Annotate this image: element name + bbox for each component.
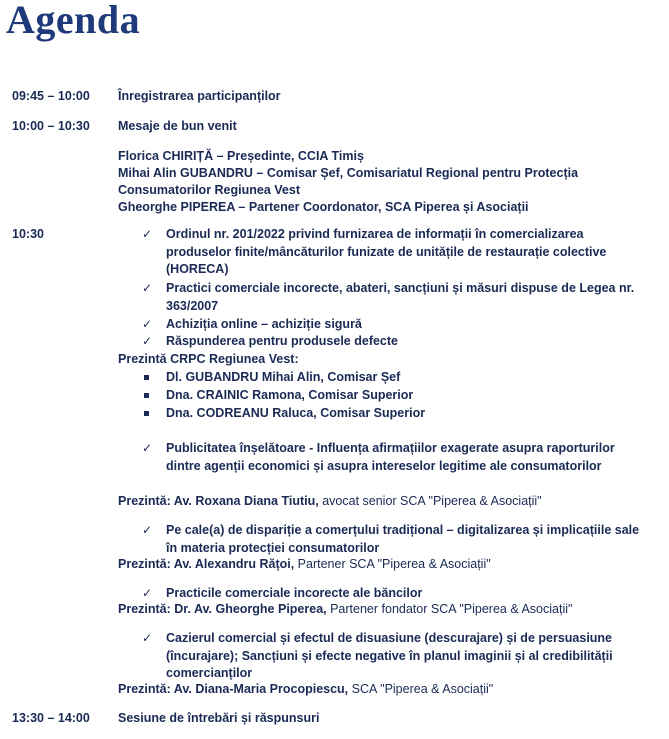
presenter-line — [118, 493, 542, 510]
page-title: Agenda — [6, 0, 141, 42]
presenter-heading-text: Prezintă CRPC Regiunea Vest: — [118, 352, 299, 366]
topic-text: Achiziția online – achiziție sigură — [166, 317, 362, 331]
presenter-name: Prezintă: Dr. Av. Gheorghe Piperea, — [118, 602, 327, 616]
check-icon: ✓ — [142, 441, 153, 455]
agenda-time: 10:00 – 10:30 — [12, 119, 90, 133]
presenter-affiliation: Partener SCA "Piperea & Asociații" — [294, 557, 491, 571]
presenter-heading — [118, 351, 299, 368]
check-icon: ✓ — [142, 631, 153, 645]
agenda-item: Mesaje de bun venit — [118, 119, 237, 133]
bullet-square-icon — [144, 393, 149, 398]
presenter-name: Dl. GUBANDRU Mihai Alin, Comisar Șef — [166, 370, 401, 384]
check-icon: ✓ — [142, 586, 153, 600]
presenter-affiliation: SCA "Piperea & Asociații" — [348, 682, 494, 696]
check-icon: ✓ — [142, 523, 153, 537]
topic-text: Ordinul nr. 201/2022 privind furnizarea de informații în comercializarea produselor finite/mâncăturilor funizate de unitățile de restaurație colective (HORECA) — [166, 227, 607, 276]
presenter-name: Prezintă: Av. Roxana Diana Tiutiu, — [118, 494, 319, 508]
agenda-time: 13:30 – 14:00 — [12, 711, 90, 725]
check-icon: ✓ — [142, 281, 153, 295]
speaker-line: Consumatorilor Regiunea Vest — [118, 183, 300, 197]
check-icon: ✓ — [142, 227, 153, 241]
check-icon: ✓ — [142, 334, 153, 348]
presenter-name: Prezintă: Av. Alexandru Rățoi, — [118, 557, 295, 571]
presenter-name: Prezintă: Av. Diana-Maria Procopiescu, — [118, 682, 349, 696]
topic-text: Publicitatea înșelătoare - Influența afirmațiilor exagerate asupra raporturilor dintre agenții economici și asupra intereselor legitime ale consumatorilor — [166, 441, 615, 473]
speaker-line: Gheorghe PIPEREA – Partener Coordonator, SCA Piperea și Asociații — [118, 200, 529, 214]
presenter-line — [118, 601, 572, 618]
speaker-line: Mihai Alin GUBANDRU – Comisar Șef, Comisariatul Regional pentru Protecția — [118, 166, 579, 180]
topic-text: Cazierul comercial și efectul de disuasiune (descurajare) și de persuasiune (încurajare); Sancțiuni și efecte negative în planul imaginii și al credibilității comercianților — [166, 631, 613, 680]
presenter-line — [118, 556, 491, 573]
presenter-name: Dna. CODREANU Raluca, Comisar Superior — [166, 406, 426, 420]
bullet-square-icon — [144, 411, 149, 416]
agenda-time: 10:30 — [12, 227, 44, 241]
topic-text: Practicile comerciale incorecte ale băncilor — [166, 586, 423, 600]
presenter-affiliation: Partener fondator SCA "Piperea & Asociații" — [326, 602, 573, 616]
agenda-item: Înregistrarea participanților — [118, 89, 281, 103]
presenter-line — [118, 681, 493, 698]
check-icon: ✓ — [142, 317, 153, 331]
agenda-time: 09:45 – 10:00 — [12, 89, 90, 103]
agenda-item: Sesiune de întrebări și răspunsuri — [118, 711, 320, 725]
topic-text: Răspunderea pentru produsele defecte — [166, 334, 399, 348]
speaker-line: Florica CHIRIȚĂ – Președinte, CCIA Timiș — [118, 149, 364, 163]
bullet-square-icon — [144, 375, 149, 380]
topic-text: Pe cale(a) de dispariție a comerțului tradițional – digitalizarea și implicațiile sale în materia protecției consumatorilor — [166, 523, 640, 555]
presenter-name: Dna. CRAINIC Ramona, Comisar Superior — [166, 388, 414, 402]
presenter-affiliation: avocat senior SCA "Piperea & Asociații" — [318, 494, 542, 508]
topic-text: Practici comerciale incorecte, abateri, sancțiuni și măsuri dispuse de Legea nr. 363/2007 — [166, 281, 635, 313]
